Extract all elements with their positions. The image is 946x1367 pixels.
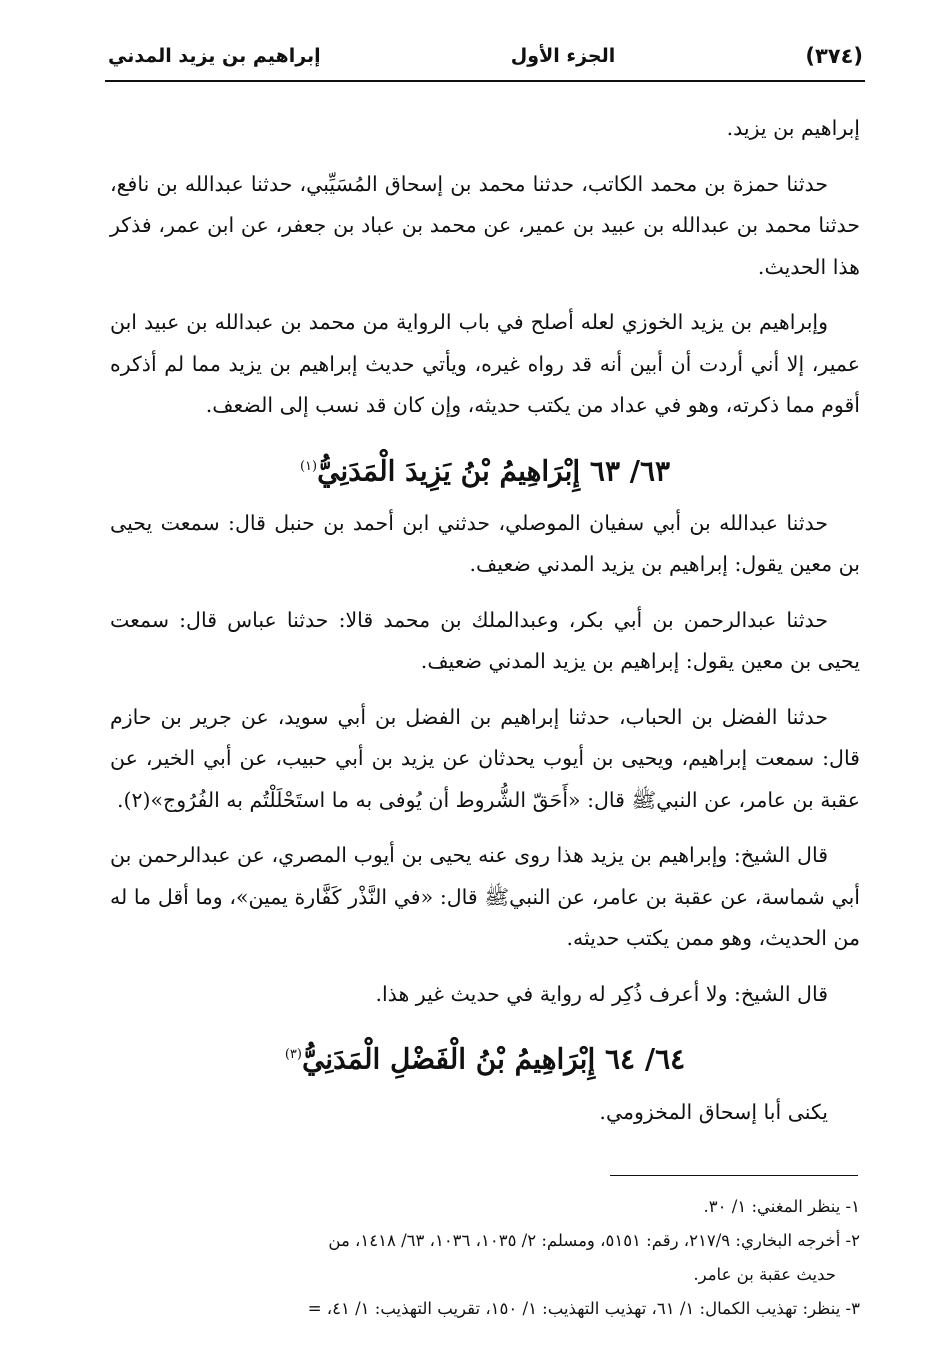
footnotes (108, 1190, 860, 1326)
paragraph: إبراهيم بن يزيد. (726, 116, 860, 140)
running-title: إبراهيم بن يزيد المدني (108, 45, 321, 67)
paragraph: حدثنا عبدالرحمن بن أبي بكر، وعبدالملك بن محمد قالا: حدثنا عباس قال: سمعت يحيى بن معين يقول: إبراهيم بن يزيد المدني ضعيف. (110, 607, 860, 674)
footnote-ref: (٣) (284, 1047, 302, 1063)
entry-heading-text: ٦٣/ ٦٣ إِبْرَاهِيمُ بْنُ يَزِيدَ الْمَدَنِيُّ (317, 453, 671, 487)
page-header (108, 38, 863, 74)
paragraph: حدثنا حمزة بن محمد الكاتب، حدثنا محمد بن إسحاق المُسَيِّبي، حدثنا عبدالله بن نافع، حدثنا محمد بن عبدالله بن عبيد بن عمير، عن محمد بن عباد بن جعفر، عن ابن عمر، فذكر هذا الحديث. (110, 171, 860, 279)
page-body (110, 108, 860, 1147)
footnote-1: ١- ينظر المغني: ١/ ٣٠. (703, 1197, 860, 1216)
paragraph: حدثنا عبدالله بن أبي سفيان الموصلي، حدثني ابن أحمد بن حنبل قال: سمعت يحيى بن معين يقول: إبراهيم بن يزيد المدني ضعيف. (110, 510, 860, 577)
footnote-rule (610, 1175, 858, 1176)
paragraph: قال الشيخ: وإبراهيم بن يزيد هذا روى عنه يحيى بن أيوب المصري، عن عبدالرحمن بن أبي شماسة، عن عقبة بن عامر، عن النبيﷺ قال: «في النَّذْر كَفَّارة يمين»، وما أقل ما له من الحديث، وهو ممن يكتب حديثه. (110, 843, 860, 951)
footnote-2-continued: حديث عقبة بن عامر. (693, 1265, 836, 1284)
entry-heading-text: ٦٤/ ٦٤ إِبْرَاهِيمُ بْنُ الْفَضْلِ الْمَدَنِيُّ (301, 1042, 686, 1076)
paragraph: يكنى أبا إسحاق المخزومي. (599, 1099, 828, 1124)
entry-heading-63 (110, 441, 860, 497)
header-rule (105, 80, 865, 82)
paragraph: قال الشيخ: ولا أعرف ذُكِر له رواية في حديث غير هذا. (375, 981, 828, 1006)
entry-heading-64 (110, 1029, 860, 1085)
volume-label: الجزء الأول (510, 45, 616, 67)
paragraph: حدثنا الفضل بن الحباب، حدثنا إبراهيم بن الفضل بن أبي سويد، عن جرير بن حازم قال: سمعت إبراهيم، ويحيى بن أيوب يحدثان عن يزيد بن أبي حبيب، عن أبي الخير، عن عقبة بن عامر، عن النبيﷺ قال: «أَحَقّ الشُّروط أن يُوفى به ما استَحْلَلْتُم به الفُرُوج»(٢). (110, 704, 860, 812)
footnote-3: ٣- ينظر: تهذيب الكمال: ١/ ٦١، تهذيب التهذيب: ١/ ١٥٠، تقريب التهذيب: ١/ ٤١، = (307, 1299, 860, 1318)
footnote-ref: (١) (299, 458, 318, 474)
footnote-2: ٢- أخرجه البخاري: ٢١٧/٩، رقم: ٥١٥١، ومسلم: ٢/ ١٠٣٥، ١٠٣٦، ٦٣/ ١٤١٨، من (328, 1231, 860, 1250)
paragraph: وإبراهيم بن يزيد الخوزي لعله أصلح في باب الرواية من محمد بن عبدالله بن عبيد ابن عمير، إلا أني أردت أن أبين أنه قد رواه غيره، ويأتي حديث إبراهيم بن يزيد مما لم أذكره أقوم مما ذكرته، وهو في عداد من يكتب حديثه، وإن كان قد نسب إلى الضعف. (110, 310, 860, 417)
page-number: (٣٧٤) (805, 44, 863, 68)
